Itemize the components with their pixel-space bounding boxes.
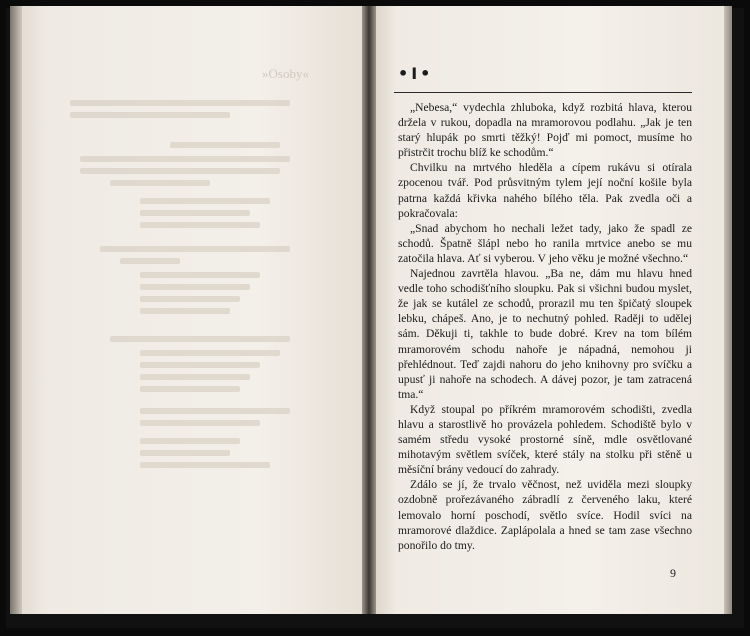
ghost-text-line	[110, 336, 290, 342]
paragraph: Zdálo se jí, že trvalo věčnost, než uviděla mezi sloupky ozdobně prořezávaného zábradlí z červeného laku, které lemovalo horní poschodí, světlo svíce. Hodil svíci na mramorové dlaždice. Zaplápolala a hned se tam zase všechno ponořilo do tmy.	[398, 478, 692, 552]
ghost-text-line	[70, 100, 290, 106]
ghost-text-line	[100, 246, 290, 252]
ghost-text-line	[140, 308, 230, 314]
ghost-text-line	[170, 142, 280, 148]
ghost-text-line	[140, 272, 260, 278]
paragraph: Chvilku na mrtvého hleděla a cípem rukávu si otírala zpocenou tvář. Pod průsvitným tylem její noční košile byla patrna každá křivka nahého bílého těla. Pak zvedla oči a pokračovala:	[398, 161, 692, 220]
ghost-text-line	[140, 450, 230, 456]
ghost-text-line	[140, 362, 260, 368]
ghost-text-line	[140, 420, 260, 426]
ghost-text-line	[140, 198, 270, 204]
paragraph: „Snad abychom ho nechali ležet tady, jako že spadl ze schodů. Špatně šlápl nebo ho ranila mrtvice anebo se mu zatočila hlava. Ať si vyberou. V jeho věku je možné všechno.“	[398, 221, 692, 265]
paragraph: Najednou zavrtěla hlavou. „Ba ne, dám mu hlavu hned vedle toho schodišťního sloupku. Pak si všichni budou myslet, že jak se kutálel ze schodů, prorazil mu ten špičatý sloupek lebku, chápeš. Ano, je to nechutný pohled. Raději to udělej sám. Děkuji ti, takhle to bude dobré. Krev na tom bílém mramorovém schodu nahoře je nápadná, nemohou ji přehlédnout. Teď zajdi nahoru do jeho knihovny pro svíčku a upusť ji nahoře na schodech. A dávej pozor, je tam zatracená tma.“	[398, 267, 692, 401]
book-gutter	[362, 6, 376, 614]
chapter-number: •I•	[398, 64, 434, 83]
ghost-text-line	[80, 168, 280, 174]
header-rule	[394, 92, 692, 93]
ghost-text-line	[70, 112, 230, 118]
left-page-edges	[10, 6, 22, 614]
ghost-text-line	[80, 156, 290, 162]
ghost-text-line	[140, 284, 250, 290]
ghost-text-line	[140, 438, 240, 444]
page-number: 9	[670, 566, 676, 580]
paragraph: „Nebesa,“ vydechla zhluboka, když rozbitá hlava, kterou držela v rukou, dopadla na mramorovou podlahu. „Jak je ten starý hlupák po smrti těžký! Pojď mi pomoct, musíme ho přistrčit trochu blíž ke schodům.“	[398, 101, 692, 160]
ghost-text-line	[140, 350, 280, 356]
left-page-ghost-title: »Osoby«	[262, 66, 309, 81]
ghost-text-line	[110, 180, 210, 186]
ghost-text-line	[140, 408, 290, 414]
ghost-text-line	[140, 210, 250, 216]
paragraph: Když stoupal po příkrém mramorovém schodišti, zvedla hlavu a starostlivě ho provázela pohledem. Schodiště bylo v samém středu vysoké prostorné síně, mdle osvětlované mihotavým světlem svíček, které stály na stolku při stěně u měsíční brány vedoucí do zahrady.	[398, 402, 692, 477]
ghost-text-line	[120, 258, 180, 264]
ghost-text-line	[140, 296, 240, 302]
ghost-text-line	[140, 386, 240, 392]
ghost-text-line	[140, 222, 260, 228]
ghost-text-line	[140, 374, 250, 380]
ghost-text-line	[140, 462, 270, 468]
right-page-edges	[724, 6, 732, 614]
body-text	[398, 100, 692, 553]
